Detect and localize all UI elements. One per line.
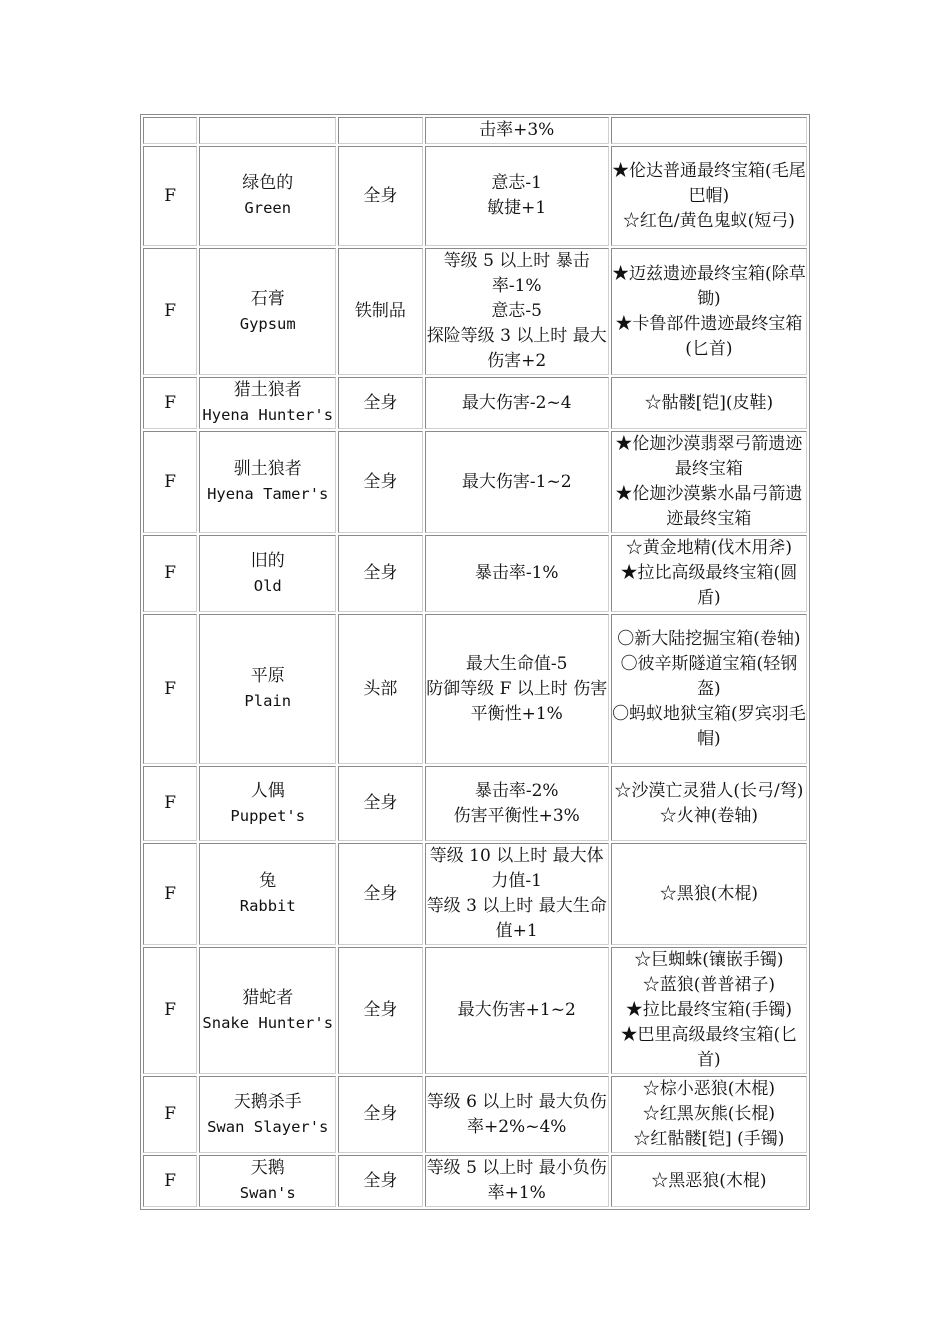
enchant-table: [140, 114, 810, 1210]
source-line: ☆红黑灰熊(长棍): [642, 1104, 776, 1124]
source-line: ★伦达普通最终宝箱(毛尾巴帽): [612, 160, 806, 206]
part-text: 全身: [363, 793, 398, 813]
effect-line: 最大伤害+1~2: [457, 1000, 576, 1020]
effect-line: 最大生命值-5: [465, 653, 568, 674]
name-cn: 天鹅杀手: [233, 1091, 302, 1112]
effect-line: 伤害平衡性+3%: [453, 805, 580, 826]
name-cn: 人偶: [250, 780, 285, 801]
source-line: ☆黑狼(木棍): [659, 883, 759, 904]
rank-text: F: [164, 1170, 177, 1191]
part-text: 全身: [363, 1104, 398, 1124]
effect-line: 击率+3%: [479, 120, 555, 140]
table-row: [143, 766, 807, 841]
source-line: ☆棕小恶狼(木棍): [642, 1079, 776, 1099]
source-cell: [611, 843, 807, 945]
part-text: 全身: [363, 1000, 398, 1020]
name-cn: 兔: [259, 871, 277, 891]
source-line: ☆巨蜘蛛(镶嵌手镯): [634, 950, 784, 970]
rank-cell: [143, 248, 197, 375]
effect-cell: [425, 1076, 609, 1153]
effect-line: 敏捷+1: [487, 198, 547, 218]
name-cn: 猎土狼者: [233, 380, 302, 400]
effect-cell: [425, 248, 609, 375]
rank-cell: [143, 117, 197, 144]
part-cell: [338, 431, 423, 533]
rank-cell: [143, 614, 197, 764]
source-line: ★卡鲁部件遗迹最终宝箱(匕首): [615, 313, 803, 359]
table-row: [143, 614, 807, 764]
rank-cell: [143, 1076, 197, 1153]
name-en: Hyena Hunter's: [202, 406, 334, 424]
rank-text: F: [164, 563, 177, 583]
name-cell: [199, 947, 336, 1074]
name-cell: [199, 146, 336, 246]
rank-cell: [143, 843, 197, 945]
rank-cell: [143, 146, 197, 246]
effect-line: 等级 3 以上时 最大生命值+1: [426, 896, 607, 941]
name-en: Swan's: [239, 1184, 296, 1202]
source-cell: [611, 248, 807, 375]
source-line: 〇新大陆挖掘宝箱(卷轴): [617, 628, 801, 649]
source-line: ★拉比最终宝箱(手镯): [625, 1000, 793, 1020]
part-cell: [338, 614, 423, 764]
effect-line: 最大伤害-2~4: [461, 392, 572, 413]
effect-line: 等级 6 以上时 最大负伤率+2%~4%: [426, 1091, 607, 1137]
name-cell: [199, 614, 336, 764]
effect-cell: [425, 947, 609, 1074]
rank-text: F: [164, 1000, 177, 1020]
rank-text: F: [164, 392, 177, 413]
name-en: Swan Slayer's: [207, 1117, 329, 1136]
table-row: [143, 377, 807, 429]
source-cell: [611, 1076, 807, 1153]
source-line: ★伦迦沙漠紫水晶弓箭遗迹最终宝箱: [615, 484, 803, 529]
part-cell: [338, 377, 423, 429]
name-cell: [199, 843, 336, 945]
source-line: ☆黑恶狼(木棍): [651, 1170, 767, 1191]
source-cell: [611, 431, 807, 533]
rank-cell: [143, 377, 197, 429]
effect-cell: [425, 431, 609, 533]
name-cn: 天鹅: [250, 1158, 285, 1178]
effect-cell: [425, 614, 609, 764]
name-cell: [199, 431, 336, 533]
effect-cell: [425, 535, 609, 612]
rank-cell: [143, 1155, 197, 1207]
rank-text: F: [164, 301, 177, 321]
table-body: [143, 117, 807, 1207]
effect-line: 最大伤害-1~2: [461, 471, 572, 492]
name-cn: 驯土狼者: [233, 459, 302, 479]
name-cn: 猎蛇者: [242, 987, 294, 1008]
rank-text: F: [164, 678, 177, 699]
table-row: [143, 843, 807, 945]
rank-text: F: [164, 883, 177, 904]
name-cn: 石膏: [250, 288, 285, 309]
part-cell: [338, 843, 423, 945]
source-line: ★伦迦沙漠翡翠弓箭遗迹最终宝箱: [615, 434, 803, 479]
rank-text: F: [164, 1104, 177, 1124]
effect-cell: [425, 1155, 609, 1207]
effect-line: 暴击率-2%: [474, 780, 559, 801]
rank-cell: [143, 431, 197, 533]
source-line: 〇蚂蚁地狱宝箱(罗宾羽毛帽): [612, 703, 806, 749]
table-row: [143, 1155, 807, 1207]
part-cell: [338, 1155, 423, 1207]
rank-cell: [143, 535, 197, 612]
name-cell: [199, 377, 336, 429]
effect-cell: [425, 117, 609, 144]
part-text: 全身: [363, 1170, 398, 1191]
effect-cell: [425, 146, 609, 246]
source-cell: [611, 535, 807, 612]
part-text: 全身: [363, 883, 398, 904]
rank-cell: [143, 766, 197, 841]
source-line: ★迈兹遗迹最终宝箱(除草锄): [612, 263, 806, 309]
source-line: ☆骷髅[铠](皮鞋): [644, 392, 774, 413]
name-en: Green: [244, 199, 292, 217]
effect-cell: [425, 377, 609, 429]
part-cell: [338, 248, 423, 375]
part-cell: [338, 947, 423, 1074]
name-en: Snake Hunter's: [202, 1013, 334, 1032]
rank-text: F: [164, 471, 177, 492]
table-row: [143, 117, 807, 144]
name-cell: [199, 1076, 336, 1153]
name-en: Plain: [244, 692, 292, 710]
source-cell: [611, 1155, 807, 1207]
source-cell: [611, 766, 807, 841]
source-line: ☆火神(卷轴): [659, 805, 759, 826]
source-line: 〇彼辛斯隧道宝箱(轻钢盔): [620, 653, 798, 699]
source-cell: [611, 377, 807, 429]
source-cell: [611, 947, 807, 1074]
effect-line: 探险等级 3 以上时 最大伤害+2: [426, 326, 607, 371]
table-row: [143, 146, 807, 246]
effect-line: 暴击率-1%: [474, 563, 559, 583]
source-line: ★拉比高级最终宝箱(圆盾): [620, 563, 798, 608]
part-text: 全身: [363, 563, 398, 583]
name-cell: [199, 535, 336, 612]
table-row: [143, 535, 807, 612]
part-cell: [338, 535, 423, 612]
effect-line: 等级 10 以上时 最大体力值-1: [429, 846, 604, 891]
source-line: ★巴里高级最终宝箱(匕首): [620, 1025, 798, 1070]
source-line: ☆红骷髅[铠] (手镯): [633, 1129, 785, 1149]
source-line: ☆沙漠亡灵猎人(长弓/弩): [614, 780, 804, 801]
part-text: 头部: [363, 678, 398, 699]
effect-cell: [425, 766, 609, 841]
rank-cell: [143, 947, 197, 1074]
source-line: ☆黄金地精(伐木用斧): [625, 538, 793, 558]
part-text: 全身: [363, 392, 398, 413]
name-cn: 平原: [250, 666, 285, 686]
rank-text: F: [164, 793, 177, 813]
table-row: [143, 248, 807, 375]
name-en: Gypsum: [239, 314, 296, 333]
name-cn: 绿色的: [242, 173, 294, 193]
part-cell: [338, 146, 423, 246]
effect-line: 防御等级 F 以上时 伤害平衡性+1%: [426, 678, 608, 724]
part-text: 全身: [363, 185, 398, 206]
name-en: Old: [253, 576, 282, 595]
table-row: [143, 1076, 807, 1153]
table-row: [143, 947, 807, 1074]
effect-line: 等级 5 以上时 暴击率-1%: [443, 251, 590, 296]
table-row: [143, 431, 807, 533]
source-line: ☆红色/黄色鬼蚁(短弓): [622, 210, 795, 231]
part-cell: [338, 766, 423, 841]
part-text: 全身: [363, 471, 398, 492]
effect-cell: [425, 843, 609, 945]
rank-text: F: [164, 185, 177, 206]
effect-line: 意志-5: [491, 301, 542, 321]
source-cell: [611, 146, 807, 246]
name-cell: [199, 248, 336, 375]
name-en: Rabbit: [239, 897, 296, 915]
source-cell: [611, 117, 807, 144]
name-cell: [199, 1155, 336, 1207]
part-text: 铁制品: [354, 301, 406, 321]
name-en: Puppet's: [230, 806, 306, 825]
name-en: Hyena Tamer's: [207, 485, 329, 503]
name-cell: [199, 117, 336, 144]
source-cell: [611, 614, 807, 764]
effect-line: 意志-1: [491, 173, 542, 193]
source-line: ☆蓝狼(普普裙子): [642, 975, 776, 995]
part-cell: [338, 117, 423, 144]
part-cell: [338, 1076, 423, 1153]
name-cn: 旧的: [250, 550, 285, 571]
effect-line: 等级 5 以上时 最小负伤率+1%: [426, 1158, 607, 1203]
name-cell: [199, 766, 336, 841]
